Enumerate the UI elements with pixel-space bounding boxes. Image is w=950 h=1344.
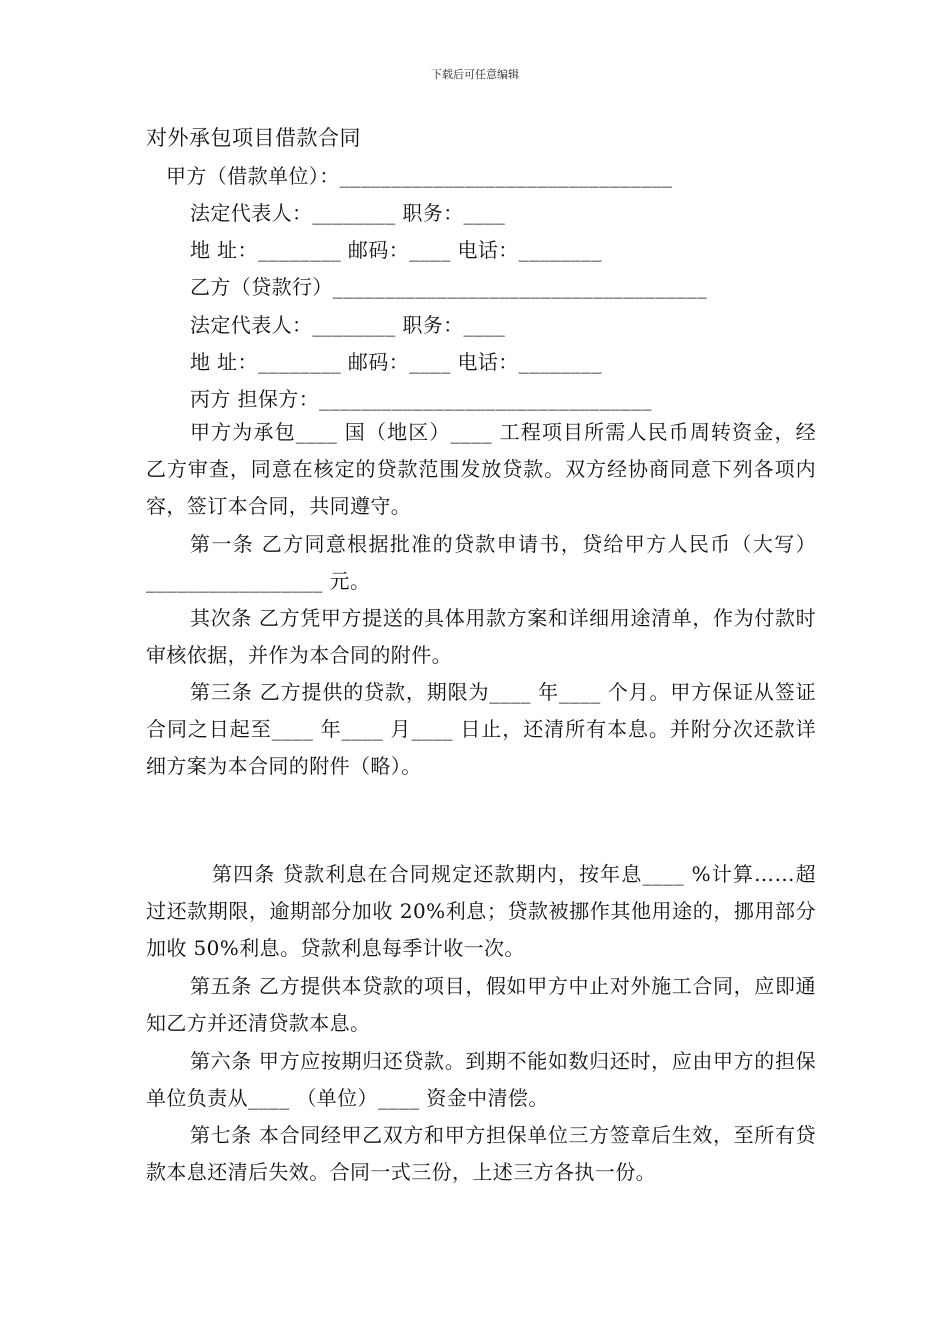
party-a-legal-rep-field: 法定代表人：________ 职务：____ xyxy=(190,201,506,225)
article-6-paragraph: 第六条 甲方应按期归还贷款。到期不能如数归还时，应由甲方的担保单位负责从____ （单位）____ 资金中清偿。 xyxy=(146,1049,816,1110)
article-7-paragraph: 第七条 本合同经甲乙双方和甲方担保单位三方签章后生效，至所有贷款本息还清后失效。合同一式三份，上述三方各执一份。 xyxy=(146,1123,816,1184)
party-b-address-field: 地 址：________ 邮码：____ 电话：________ xyxy=(190,350,602,374)
article-5-paragraph: 第五条 乙方提供本贷款的项目，假如甲方中止对外施工合同，应即通知乙方并还清贷款本息。 xyxy=(146,974,816,1035)
party-c-guarantor-field: 丙方 担保方：________________________________ xyxy=(190,387,652,411)
party-b-legal-rep-field: 法定代表人：________ 职务：____ xyxy=(190,313,506,337)
document-title: 对外承包项目借款合同 xyxy=(146,126,361,150)
party-b-field: 乙方（贷款行）____________________________________ xyxy=(190,275,708,299)
article-1-paragraph: 第一条 乙方同意根据批准的贷款申请书，贷给甲方人民币（大写）_________________ 元。 xyxy=(146,532,816,593)
article-3-paragraph: 第三条 乙方提供的贷款，期限为____ 年____ 个月。甲方保证从签证合同之日起至____ 年____ 月____ 日止，还清所有本息。并附分次还款详细方案为本合同的附件（略）。 xyxy=(146,680,816,778)
preamble-paragraph: 甲方为承包____ 国（地区）____ 工程项目所需人民币周转资金，经乙方审查，同意在核定的贷款范围发放贷款。双方经协商同意下列各项内容，签订本合同，共同遵守。 xyxy=(146,420,816,518)
party-a-address-field: 地 址：________ 邮码：____ 电话：________ xyxy=(190,238,602,262)
party-a-field: 甲方（借款单位）：________________________________ xyxy=(166,164,673,188)
article-4-paragraph: 第四条 贷款利息在合同规定还款期内，按年息____ %计算……超过还款期限，逾期部分加收 20%利息；贷款被挪作其他用途的，挪用部分加收 50%利息。贷款利息每季计收一次。 xyxy=(146,862,816,960)
article-2-paragraph: 其次条 乙方凭甲方提送的具体用款方案和详细用途清单，作为付款时审核依据，并作为本合同的附件。 xyxy=(146,606,816,667)
page-header: 下载后可任意编辑 xyxy=(431,68,519,81)
